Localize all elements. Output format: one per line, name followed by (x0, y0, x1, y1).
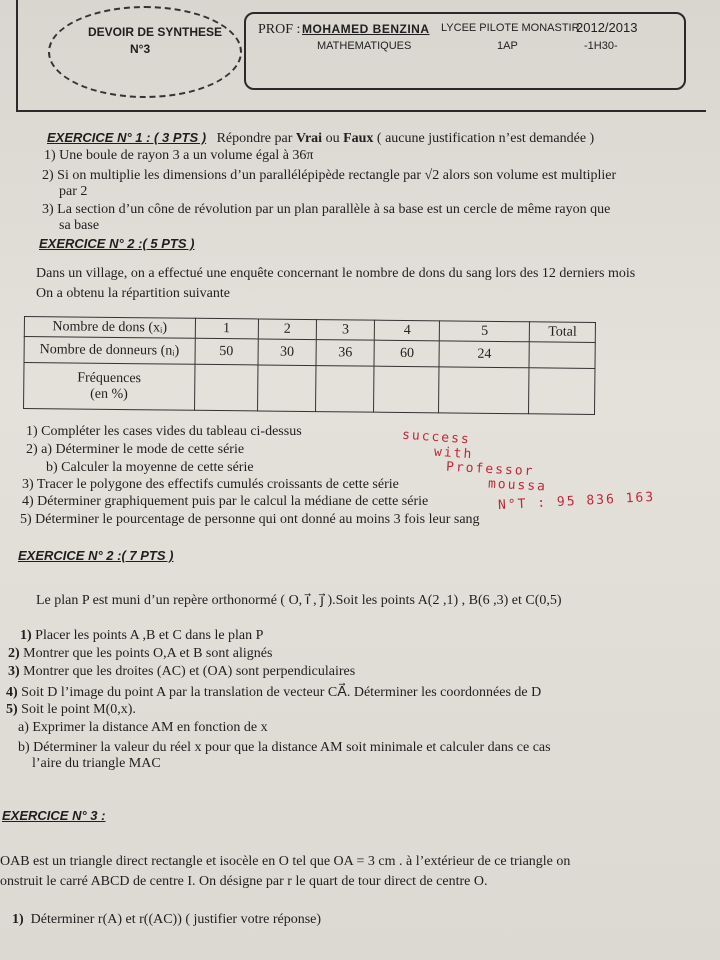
donations-table (23, 316, 596, 415)
x-value-2: 2 (258, 319, 317, 340)
ex1-heading (47, 130, 594, 147)
ex1-title: EXERCICE N° 1 : ( 3 PTS ) (47, 130, 207, 145)
handwritten-success: success (401, 427, 472, 448)
ex2-q1: 1) Compléter les cases vides du tableau ci-dessus (26, 424, 302, 439)
ex3-q5: Soit le point M(0,x). (21, 702, 136, 717)
ex3-q3: Montrer que les droites (AC) et (OA) sont perpendiculaires (23, 664, 356, 679)
ex2-intro2: On a obtenu la répartition suivante (36, 286, 230, 301)
x-value-5: 5 (440, 321, 530, 342)
handwritten-phone: N°T : 95 836 163 (497, 489, 656, 514)
freq-cell-1 (194, 364, 258, 411)
ex3-q5-line (6, 702, 136, 718)
n-value-3: 36 (316, 340, 375, 367)
ex3-q5-num: 5) (6, 702, 18, 717)
school-name: LYCEE PILOTE MONASTIR (441, 22, 580, 34)
ex4-line1: OAB est un triangle direct rectangle et isocèle en O tel que OA = 3 cm . à l’extérieur de ce triangle on (0, 854, 571, 869)
n-value-1: 50 (195, 338, 258, 365)
total-header: Total (530, 322, 596, 343)
n-value-2: 30 (258, 339, 317, 366)
ex1-faux: Faux (343, 131, 374, 146)
ex3-q4-num: 4) (6, 685, 18, 700)
exam-number: N°3 (130, 42, 151, 56)
ex1-q3a: 3) La section d’un cône de révolution par un plan parallèle à sa base est un cercle de même rayon que (42, 202, 611, 217)
ex3-q4: Soit D l’image du point A par la translation de vecteur CA⃗. Déterminer les coordonnées de D (21, 685, 542, 700)
ex4-q1: Déterminer r(A) et r((AC)) ( justifier votre réponse) (30, 912, 322, 927)
ex4-q1-line (12, 912, 321, 928)
school-year: 2012/2013 (576, 20, 638, 35)
ex4-line2: onstruit le carré ABCD de centre I. On désigne par r le quart de tour direct de centre O. (0, 874, 488, 889)
ex2-intro1: Dans un village, on a effectué une enquête concernant le nombre de dons du sang lors des 12 derniers mois (36, 266, 636, 281)
ex1-ou: ou (322, 131, 344, 146)
ex1-q3b: sa base (59, 218, 100, 233)
n-value-4: 60 (374, 340, 439, 367)
ex2-q3: 3) Tracer le polygone des effectifs cumulés croissants de cette série (22, 477, 399, 492)
ex3-q1: Placer les points A ,B et C dans le plan P (35, 628, 264, 643)
total-donneurs (529, 342, 595, 369)
ex3-q2-num: 2) (8, 646, 20, 661)
handwritten-moussa: moussa (487, 476, 548, 495)
ex1-q2a: 2) Si on multiplie les dimensions d’un parallélépipède rectangle par √2 alors son volume est multiplier (42, 168, 617, 183)
ex3-q5a: a) Exprimer la distance AM en fonction de x (18, 720, 268, 735)
handwritten-professor: Professor (445, 459, 535, 480)
ex2-q4: 4) Déterminer graphiquement puis par le calcul la médiane de cette série (22, 494, 429, 509)
ex2-q2a: 2) a) Déterminer le mode de cette série (26, 442, 245, 457)
x-value-3: 3 (316, 320, 375, 341)
x-value-1: 1 (195, 318, 258, 339)
freq-cell-2 (257, 365, 316, 412)
exam-title: DEVOIR DE SYNTHESE (88, 25, 223, 39)
prof-label: PROF : (258, 22, 301, 37)
handwritten-with: with (433, 444, 474, 463)
ex3-q1-line (20, 628, 263, 644)
freq-cell-5 (439, 367, 529, 414)
prof-name: MOHAMED BENZINA (302, 22, 430, 36)
ex1-vrai: Vrai (295, 131, 323, 146)
ex3-q2: Montrer que les points O,A et B sont alignés (23, 646, 273, 661)
ex3-q2-line (8, 646, 272, 662)
frame-left-border (16, 0, 18, 112)
freq-label-b: (en %) (90, 386, 128, 402)
freq-cell-4 (374, 366, 439, 413)
ex3-q1-num: 1) (20, 628, 32, 643)
ex3-q5b2: l’aire du triangle MAC (32, 756, 161, 771)
ex3-q3-line (8, 664, 355, 680)
duration: -1H30- (584, 40, 618, 52)
ex4-q1-num: 1) (12, 912, 24, 927)
ex3-q5b1: b) Déterminer la valeur du réel x pour que la distance AM soit minimale et calculer dans ce cas (18, 740, 551, 755)
freq-cell-3 (316, 366, 375, 413)
ex2-q2b: b) Calculer la moyenne de cette série (46, 460, 254, 475)
table-row-frequences (24, 363, 595, 415)
x-value-4: 4 (375, 320, 440, 341)
ex3-title: EXERCICE N° 2 :( 7 PTS ) (18, 548, 174, 563)
ex2-q5: 5) Déterminer le pourcentage de personne qui ont donné au moins 3 fois leur sang (20, 512, 480, 527)
ex1-instruction-a: Répondre par (216, 131, 296, 146)
class-level: 1AP (497, 40, 518, 52)
ex4-title: EXERCICE N° 3 : (2, 808, 106, 823)
n-value-5: 24 (439, 341, 529, 368)
ex3-q4-line (6, 684, 541, 701)
freq-cell-total (529, 368, 595, 415)
ex1-q2b: par 2 (59, 184, 88, 199)
ex3-q3-num: 3) (8, 664, 20, 679)
row-label-dons: Nombre de dons (xᵢ) (24, 317, 195, 339)
ex1-q1: 1) Une boule de rayon 3 a un volume égal à 36π (44, 148, 314, 163)
row-label-donneurs: Nombre de donneurs (nᵢ) (24, 337, 195, 365)
subject: MATHEMATIQUES (317, 40, 412, 52)
ex1-instruction-b: ( aucune justification n’est demandée ) (373, 131, 595, 146)
ex2-title: EXERCICE N° 2 :( 5 PTS ) (39, 236, 195, 251)
row-label-frequences (24, 363, 195, 411)
ex3-intro: Le plan P est muni d’un repère orthonormé ( O, i⃗ , j⃗ ).Soit les points A(2 ,1) , B(6 ,3) et C(0,5) (36, 593, 562, 608)
frame-bottom-border (16, 110, 706, 112)
freq-label-a: Fréquences (77, 370, 142, 386)
